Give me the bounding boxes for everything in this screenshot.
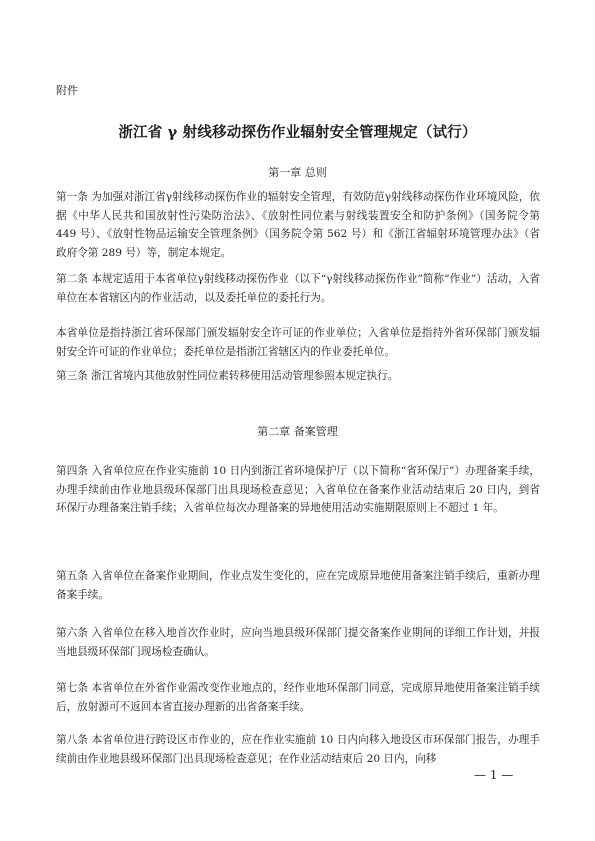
article-paragraph: 第一条 为加强对浙江省γ射线移动探伤作业的辐射安全管理，有效防范γ射线移动探伤作业环境风险，依据《中华人民共和国放射性污染防治法》、《放射性同位素与射线装置安全和防护条例》（国务院令第 449 号）、《放射性物品运输安全管理条例》（国务院令第 562 号）和《浙江省辐射环境管理办法》（省政府令第 289 号）等，制定本规定。 xyxy=(56,191,540,259)
chapter-heading: 第二章 备案管理 xyxy=(257,425,338,438)
article-paragraph: 第四条 入省单位应在作业实施前 10 日内到浙江省环境保护厅（以下简称“省环保厅”）办理备案手续，办理手续前由作业地县级环保部门出具现场检查意见；入省单位在备案作业活动结束后 20 日内，到省环保厅办理备案注销手续；入省单位每次办理备案的异地使用活动实施期限原则上不超过 1 年。 xyxy=(56,465,540,515)
article-paragraph: 第五条 入省单位在备案作业期间，作业点发生变化的，应在完成原异地使用备案注销手续后，重新办理备案手续。 xyxy=(56,570,540,601)
page-number: — 1 — xyxy=(474,768,514,782)
chapter-heading: 第一章 总则 xyxy=(268,166,327,179)
article-paragraph: 第八条 本省单位进行跨设区市作业的，应在作业实施前 10 日内向移入地设区市环保部门报告，办理手续前由作业地县级环保部门出具现场检查意见；在作业活动结束后 20 日内，向移 xyxy=(56,734,540,765)
article-paragraph: 第二条 本规定适用于本省单位γ射线移动探伤作业（以下“γ射线移动探伤作业”简称“作业”）活动，入省单位在本省辖区内的作业活动，以及委托单位的委托行为。 xyxy=(56,273,540,304)
annex-label: 附件 xyxy=(56,84,78,97)
document-title: 浙江省 γ 射线移动探伤作业辐射安全管理规定（试行） xyxy=(118,124,477,141)
article-paragraph: 第六条 入省单位在移入地首次作业时，应向当地县级环保部门提交备案作业期间的详细工作计划，并报当地县级环保部门现场检查确认。 xyxy=(56,627,540,658)
article-paragraph: 第三条 浙江省境内其他放射性同位素转移使用活动管理参照本规定执行。 xyxy=(56,370,399,382)
article-paragraph: 第七条 本省单位在外省作业需改变作业地点的，经作业地环保部门同意，完成原异地使用备案注销手续后，放射源可不返回本省直接办理新的出省备案手续。 xyxy=(56,682,540,713)
article-paragraph: 本省单位是指持浙江省环保部门颁发辐射安全许可证的作业单位；入省单位是指持外省环保部门颁发辐射安全许可证的作业单位；委托单位是指浙江省辖区内的作业委托单位。 xyxy=(56,327,540,358)
